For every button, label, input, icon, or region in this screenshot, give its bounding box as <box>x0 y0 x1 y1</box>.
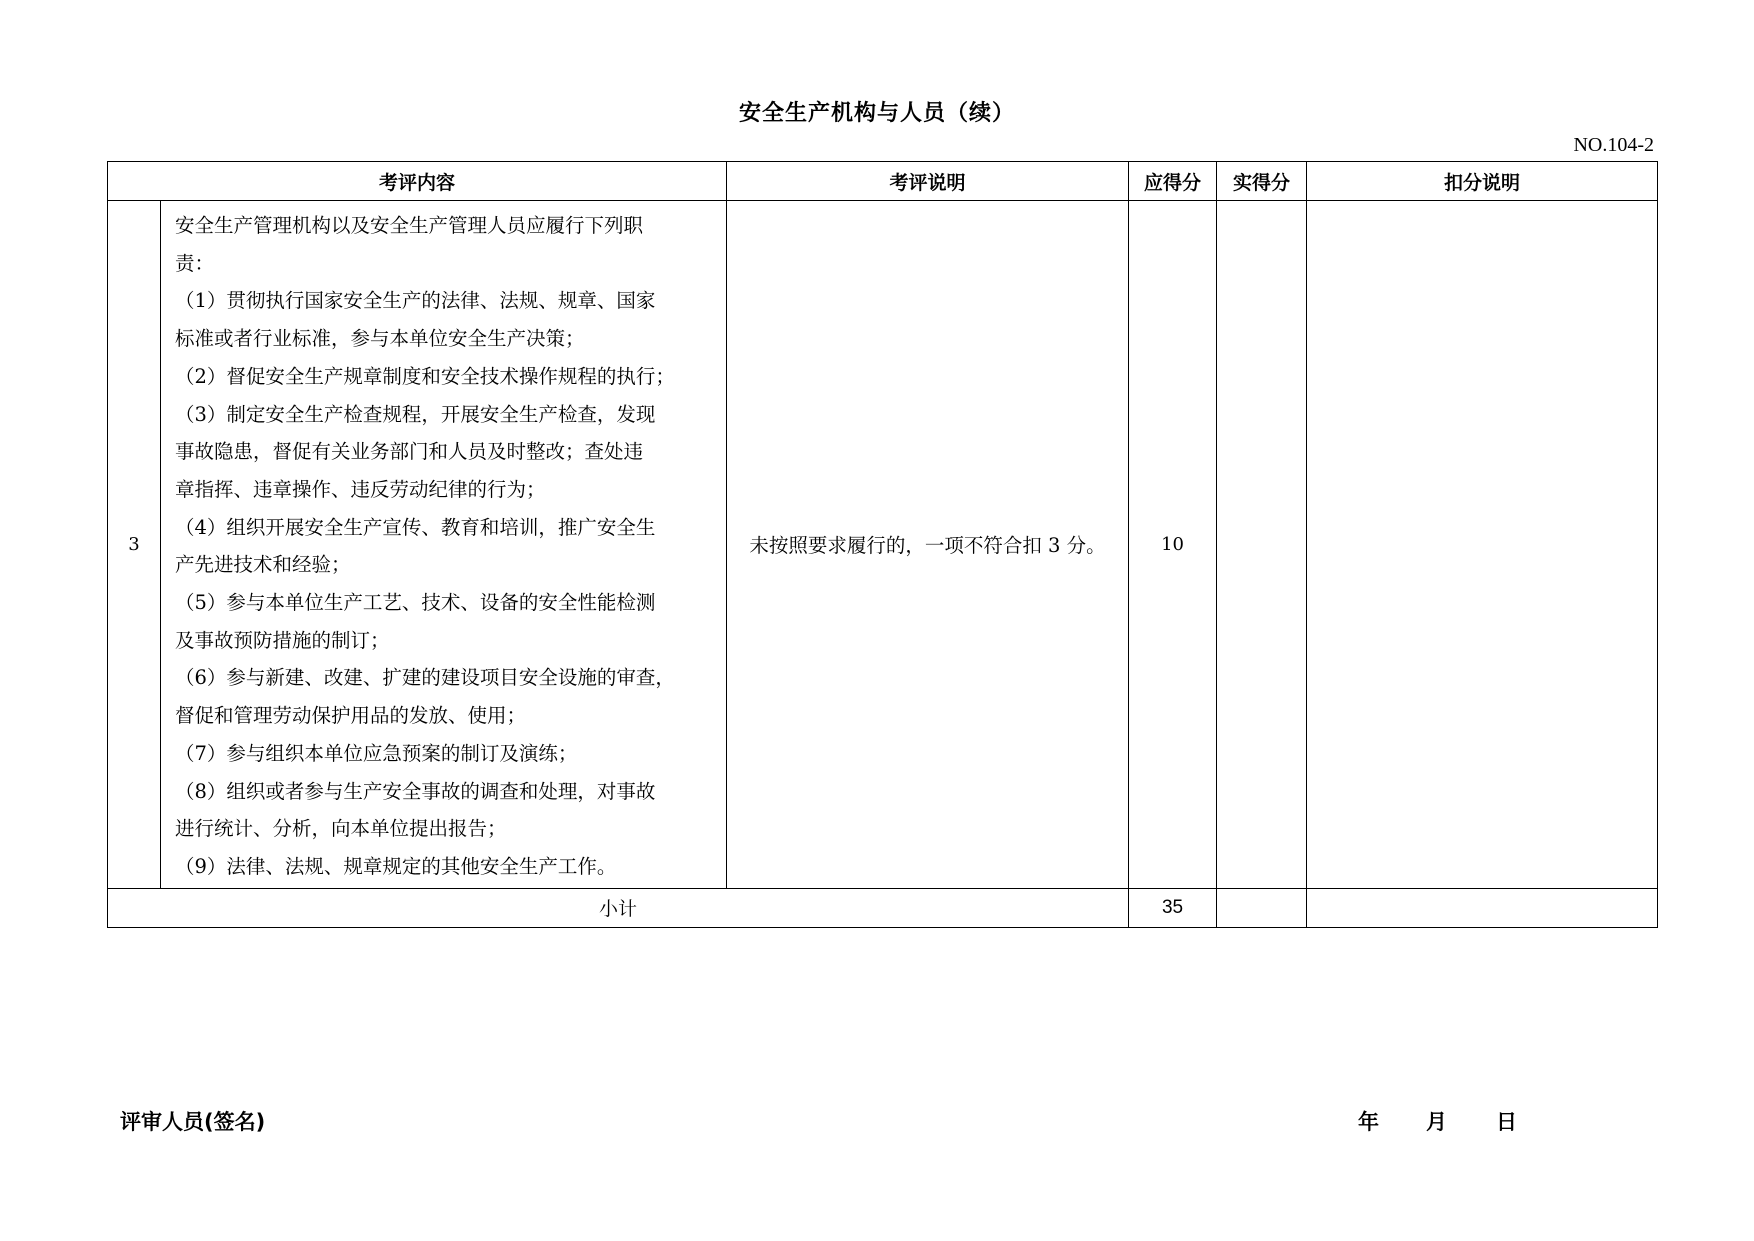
content-line: 及事故预防措施的制订； <box>175 628 390 652</box>
document-number: NO.104-2 <box>1573 134 1654 156</box>
content-line: （3）制定安全生产检查规程，开展安全生产检查，发现 <box>175 402 656 426</box>
header-max-score: 应得分 <box>1129 162 1217 201</box>
header-content: 考评内容 <box>108 162 727 201</box>
subtotal-row <box>108 888 1658 927</box>
content-line: （5）参与本单位生产工艺、技术、设备的安全性能检测 <box>175 591 656 615</box>
header-actual-score: 实得分 <box>1217 162 1307 201</box>
content-line: 责： <box>175 251 215 275</box>
content-line: （7）参与组织本单位应急预案的制订及演练； <box>175 741 578 765</box>
evaluation-table <box>107 161 1658 928</box>
content-line: （4）组织开展安全生产宣传、教育和培训，推广安全生 <box>175 515 656 539</box>
content-line: 督促和管理劳动保护用品的发放、使用； <box>175 704 527 728</box>
content-line: （2）督促安全生产规章制度和安全技术操作规程的执行； <box>175 364 675 388</box>
subtotal-label: 小计 <box>108 888 1129 927</box>
content-line: 进行统计、分析，向本单位提出报告； <box>175 817 507 841</box>
content-line: （6）参与新建、改建、扩建的建设项目安全设施的审查， <box>175 666 675 690</box>
table-row <box>108 201 1658 889</box>
row-index: 3 <box>108 201 161 889</box>
content-line: 产先进技术和经验； <box>175 553 351 577</box>
month-label: 月 <box>1426 1110 1447 1134</box>
content-line: （1）贯彻执行国家安全生产的法律、法规、规章、国家 <box>175 289 656 313</box>
row-content <box>161 201 727 889</box>
day-label: 日 <box>1496 1110 1517 1134</box>
row-deduction-notes <box>1307 201 1658 889</box>
content-line: 事故隐患，督促有关业务部门和人员及时整改；查处违 <box>175 440 644 464</box>
content-line: （8）组织或者参与生产安全事故的调查和处理，对事故 <box>175 779 656 803</box>
subtotal-max-score: 35 <box>1129 888 1217 927</box>
header-description: 考评说明 <box>727 162 1129 201</box>
header-deduction-notes: 扣分说明 <box>1307 162 1658 201</box>
table-header-row <box>108 162 1658 201</box>
row-description: 未按照要求履行的，一项不符合扣 3 分。 <box>727 201 1129 889</box>
content-line: 标准或者行业标准，参与本单位安全生产决策； <box>175 327 585 351</box>
year-label: 年 <box>1358 1110 1379 1134</box>
content-line: 章指挥、违章操作、违反劳动纪律的行为； <box>175 477 546 501</box>
row-max-score: 10 <box>1129 201 1217 889</box>
subtotal-actual-score <box>1217 888 1307 927</box>
reviewer-signature-label: 评审人员(签名) <box>120 1110 266 1134</box>
content-line: 安全生产管理机构以及安全生产管理人员应履行下列职 <box>175 214 644 237</box>
document-title: 安全生产机构与人员（续） <box>738 101 1015 126</box>
subtotal-deduction-notes <box>1307 888 1658 927</box>
content-line: （9）法律、法规、规章规定的其他安全生产工作。 <box>175 854 617 878</box>
row-actual-score <box>1217 201 1307 889</box>
